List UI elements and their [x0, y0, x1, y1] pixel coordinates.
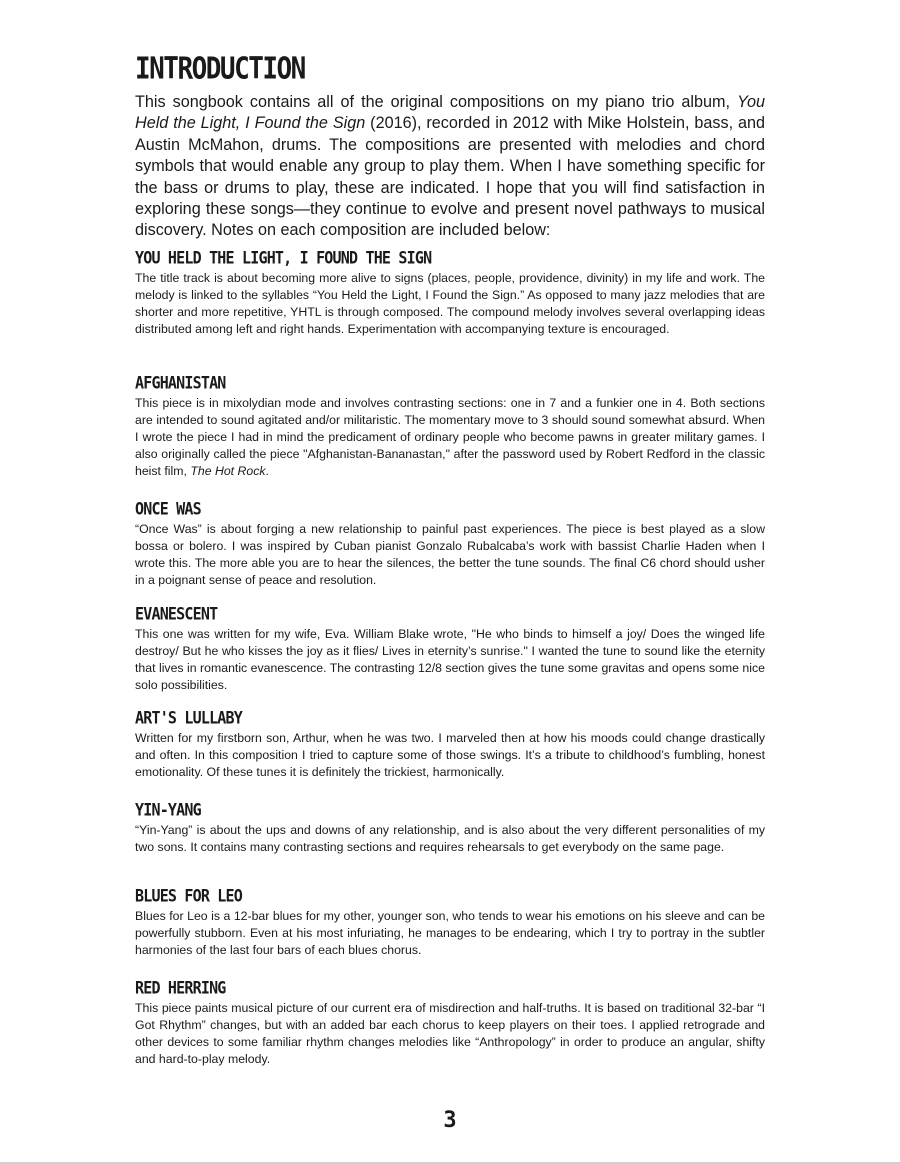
section-text: Blues for Leo is a 12-bar blues for my other, younger son, who tends to wear his emotions on his sleeve and can be powerfully stubborn. Even at his most infuriating, he manages to be endearing, which I try to portray in the subtler harmonies of the last four bars of each blues chorus. [135, 909, 765, 957]
intro-paragraph [135, 92, 765, 242]
section-title: YOU HELD THE LIGHT, I FOUND THE SIGN [135, 248, 432, 268]
section-title: BLUES FOR LEO [135, 886, 243, 906]
section-text: This piece paints musical picture of our current era of misdirection and half-truths. It is based on traditional 32-bar “I Got Rhythm” changes, but with an added bar each chorus to keep players on their toes. I applied retrograde and other devices to some familiar rhythm changes melodies like “Anthropology” in order to produce an angular, shifty and hard-to-play melody. [135, 1001, 765, 1066]
section-text: This one was written for my wife, Eva. William Blake wrote, "He who binds to himself a joy/ Does the winged life destroy/ But he who kisses the joy as it flies/ Lives in eternity’s sunrise." I wanted the tune to sound like the eternity that lives in romantic evanescence. The contrasting 12/8 section gives the tune some gravitas and opens some nice solo possibilities. [135, 627, 765, 692]
section-title: EVANESCENT [135, 604, 218, 624]
document-page [135, 52, 765, 242]
section-title: RED HERRING [135, 978, 226, 998]
section-text [135, 395, 765, 480]
film-title: The Hot Rock [190, 464, 266, 478]
section-blues-for-leo [135, 886, 765, 959]
section-afghanistan [135, 373, 765, 480]
section-title: YIN-YANG [135, 800, 201, 820]
section-text: “Once Was” is about forging a new relationship to painful past experiences. The piece is best played as a slow bossa or bolero. I was inspired by Cuban pianist Gonzalo Rubalcaba’s work with bassist Charlie Haden when I wrote this. The more able you are to hear the silences, the better the tune sounds. The final C6 chord should usher in a poignant sense of peace and resolution. [135, 522, 765, 587]
page-number: 3 [443, 1108, 457, 1133]
section-text-part2: . [265, 464, 269, 478]
album-title: You Held the Light, I Found the Sign [135, 93, 765, 133]
section-red-herring [135, 978, 765, 1068]
section-once-was [135, 499, 765, 589]
section-evanescent [135, 604, 765, 694]
section-text: Written for my firstborn son, Arthur, when he was two. I marveled then at how his moods could change drastically and often. In this composition I tried to capture some of those swings. It’s a tribute to childhood’s fumbling, honest emotionality. Of these tunes it is definitely the trickiest, harmonically. [135, 731, 765, 779]
section-text: “Yin-Yang” is about the ups and downs of any relationship, and is also about the very different personalities of my two sons. It contains many contrasting sections and requires rehearsals to get everybody on the same page. [135, 823, 765, 854]
page-title: INTRODUCTION [135, 52, 305, 87]
section-title: AFGHANISTAN [135, 373, 226, 393]
section-yin-yang [135, 800, 765, 856]
intro-text-part1: This songbook contains all of the original compositions on my piano trio album, [135, 93, 738, 111]
section-you-held-the-light [135, 248, 765, 338]
section-title: ART'S LULLABY [135, 708, 243, 728]
section-text: The title track is about becoming more alive to signs (places, people, providence, divinity) in my life and work. The melody is linked to the syllables “You Held the Light, I Found the Sign.” As opposed to many jazz melodies that are shorter and more repetitive, YHTL is through composed. The compound melody involves several overlapping ideas distributed among left and right hands. Experimentation with accompanying texture is encouraged. [135, 271, 765, 336]
section-text-part1: This piece is in mixolydian mode and involves contrasting sections: one in 7 and a funkier one in 4. Both sections are intended to sound agitated and/or militaristic. The momentary move to 3 should sound somewhat absurd. When I wrote the piece I had in mind the predicament of ordinary people who become pawns in greater military games. I also originally called the piece "Afghanistan-Bananastan," after the password used by Robert Redford in the classic heist film, [135, 396, 765, 478]
section-arts-lullaby [135, 708, 765, 781]
section-title: ONCE WAS [135, 499, 201, 519]
intro-text-part2: (2016), recorded in 2012 with Mike Holstein, bass, and Austin McMahon, drums. The compositions are presented with melodies and chord symbols that would enable any group to play them. When I have something specific for the bass or drums to play, these are indicated. I hope that you will find satisfaction in exploring these songs—they continue to evolve and present novel pathways to musical discovery. Notes on each composition are included below: [135, 114, 765, 240]
